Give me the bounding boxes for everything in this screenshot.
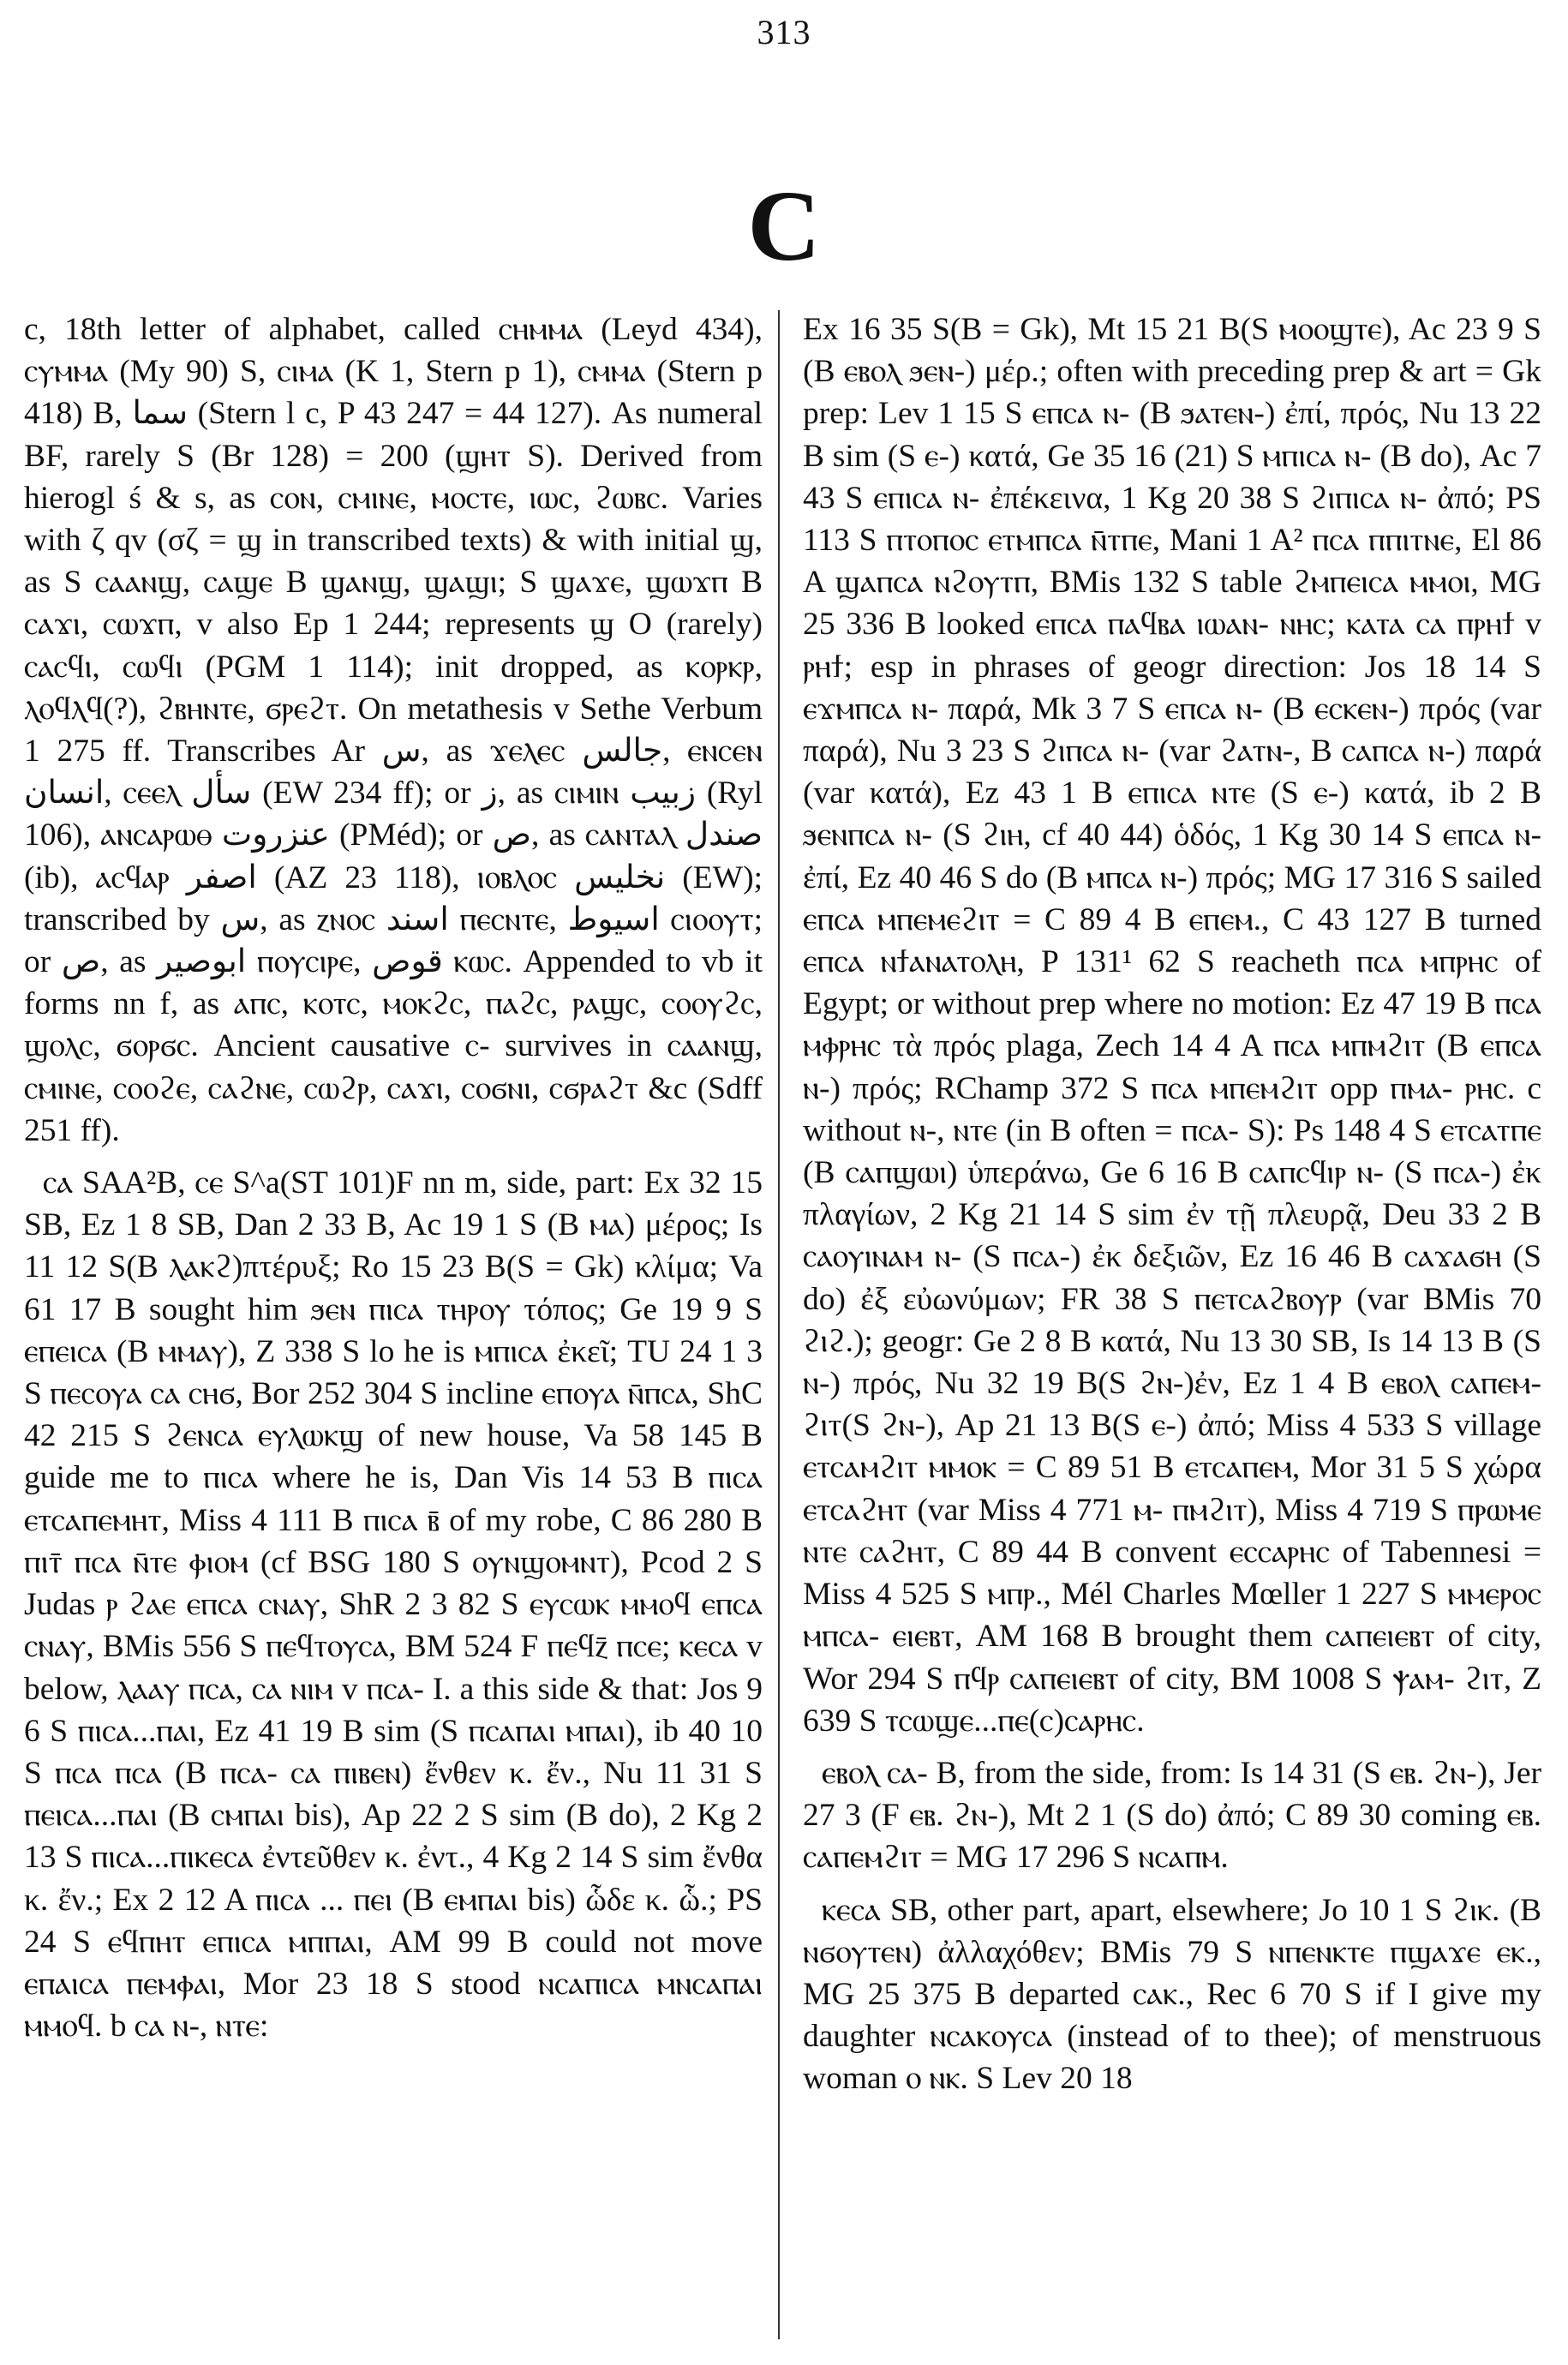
left-column bbox=[24, 308, 763, 2348]
column-divider bbox=[778, 310, 780, 2339]
entry-ca-continued: Ex 16 35 S(B = Gk), Mt 15 21 B(S ⲙⲟⲟϣⲧⲉ), Ac 23 9 S (B ⲉⲃⲟⲗ ϧⲉⲛ-) μέρ.; often with preceding prep & art = Gk prep: Lev 1 15 S ⲉⲡⲥⲁ ⲛ- (B ϧⲁⲧⲉⲛ-) ἐπί, πρός, Nu 13 22 B sim (S ⲉ-) κατά, Ge 35 16 (21) S ⲙⲡⲓⲥⲁ ⲛ- (B do), Ac 7 43 S ⲉⲡⲓⲥⲁ ⲛ- ἐπέκεινα, 1 Kg 20 38 S ϩⲓⲡⲓⲥⲁ ⲛ- ἀπό; PS 113 S ⲡⲧⲟⲡⲟⲥ ⲉⲧⲙⲡⲥⲁ ⲛ̄ⲧⲡⲉ, Mani 1 A² ⲡⲥⲁ ⲡⲡⲓⲧⲛⲉ, El 86 A ϣⲁⲡⲥⲁ ⲛϩⲟⲩⲧⲡ, BMis 132 S table ϩⲙⲡⲉⲓⲥⲁ ⲙⲙⲟⲓ, MG 25 336 B looked ⲉⲡⲥⲁ ⲡⲁϥⲃⲁ ⲓⲱⲁⲛ- ⲛⲏⲥ; ⲕⲁⲧⲁ ⲥⲁ ⲡⲣⲏϯ v ⲣⲏϯ; esp in phrases of geogr direction: Jos 18 14 S ⲉϫⲙⲡⲥⲁ ⲛ- παρά, Mk 3 7 S ⲉⲡⲥⲁ ⲛ- (B ⲉⲥⲕⲉⲛ-) πρός (var παρά), Nu 3 23 S ϩⲓⲡⲥⲁ ⲛ- (var ϩⲁⲧⲛ-, B ⲥⲁⲡⲥⲁ ⲛ-) παρά (var κατά), Ez 43 1 B ⲉⲡⲓⲥⲁ ⲛⲧⲉ (S ⲉ-) κατά, ib 2 B ϧⲉⲛⲡⲥⲁ ⲛ- (S ϩⲓⲏ, cf 40 44) ὁδός, 1 Kg 30 14 S ⲉⲡⲥⲁ ⲛ- ἐπί, Ez 40 46 S do (B ⲙⲡⲥⲁ ⲛ-) πρός; MG 17 316 S sailed ⲉⲡⲥⲁ ⲙⲡⲉⲙⲉϩⲓⲧ = C 89 4 B ⲉⲡⲉⲙ., C 43 127 B turned ⲉⲡⲥⲁ ⲛϯⲁⲛⲁⲧⲟⲗⲏ, P 131¹ 62 S reacheth ⲡⲥⲁ ⲙⲡⲣⲏⲥ of Egypt; or without prep where no motion: Ez 47 19 B ⲡⲥⲁ ⲙⲫⲣⲏⲥ τὰ πρός plaga, Zech 14 4 A ⲡⲥⲁ ⲙⲡⲙϩⲓⲧ (B ⲉⲡⲥⲁ ⲛ-) πρός; RChamp 372 S ⲡⲥⲁ ⲙⲡⲉⲙϩⲓⲧ opp ⲡⲙⲁ- ⲣⲏⲥ. c without ⲛ-, ⲛⲧⲉ (in B often = ⲡⲥⲁ- S): Ps 148 4 S ⲉⲧⲥⲁⲧⲡⲉ (B ⲥⲁⲡϣⲱⲓ) ὑπεράνω, Ge 6 16 B ⲥⲁⲡⲥϥⲓⲣ ⲛ- (S ⲡⲥⲁ-) ἐκ πλαγίων, 2 Kg 21 14 S sim ἐν τῇ πλευρᾷ, Deu 33 2 B ⲥⲁⲟⲩⲓⲛⲁⲙ ⲛ- (S ⲡⲥⲁ-) ἐκ δεξιῶν, Ez 16 46 B ⲥⲁϫⲁϭⲏ (S do) ἐξ εὐωνύμων; FR 38 S ⲡⲉⲧⲥⲁϩⲃⲟⲩⲣ (var BMis 70 ϩⲓϩ.); geogr: Ge 2 8 B κατά, Nu 13 30 SB, Is 14 13 B (S ⲛ-) πρός, Nu 32 19 B(S ϩⲛ-)ἐν, Ez 1 4 B ⲉⲃⲟⲗ ⲥⲁⲡⲉⲙ- ϩⲓⲧ(S ϩⲛ-), Ap 21 13 B(S ⲉ-) ἀπό; Miss 4 533 S village ⲉⲧⲥⲁⲙϩⲓⲧ ⲙⲙⲟⲕ = C 89 51 B ⲉⲧⲥⲁⲡⲉⲙ, Mor 31 5 S χώρα ⲉⲧⲥⲁϩⲏⲧ (var Miss 4 771 ⲙ- ⲡⲙϩⲓⲧ), Miss 4 719 S ⲡⲣⲱⲙⲉ ⲛⲧⲉ ⲥⲁϩⲏⲧ, C 89 44 B convent ⲉⲥⲥⲁⲣⲏⲥ of Tabennesi = Miss 4 525 S ⲙⲡⲣ., Mél Charles Mœller 1 227 S ⲙⲙⲉⲣⲟⲥ ⲙⲡⲥⲁ- ⲉⲓⲉⲃⲧ, AM 168 B brought them ⲥⲁⲡⲉⲓⲉⲃⲧ of city, Wor 294 S ⲡϥⲣ ⲥⲁⲡⲉⲓⲉⲃⲧ of city, BM 1008 S ⲯⲁⲙ- ϩⲓⲧ, Z 639 S ⲧⲥⲱϣⲉ...ⲡⲉ(ⲥ)ⲥⲁⲣⲏⲥ. bbox=[803, 312, 1541, 1739]
section-letter: C bbox=[747, 170, 821, 282]
entry-letter-c: c, 18th letter of alphabet, called ⲥⲏⲙⲙⲁ (Leyd 434), ⲥⲩⲙⲙⲁ (My 90) S, ⲥⲓⲙⲁ (K 1, Stern p 1), ⲥⲙⲙⲁ (Stern p 418) B, ﺳﻤﺎ (Stern l c, P 43 247 = 44 127). As numeral BF, rarely S (Br 128) = 200 (ϣⲏⲧ S). Derived from hierogl ś & s, as ⲥⲟⲛ, ⲥⲙⲓⲛⲉ, ⲙⲟⲥⲧⲉ, ⲓⲱⲥ, ϩⲱⲃⲥ. Varies with ζ qv (σζ = ϣ in transcribed texts) & with initial ϣ, as S ⲥⲁⲁⲛϣ, ⲥⲁϣⲉ B ϣⲁⲛϣ, ϣⲁϣⲓ; S ϣⲁϫⲉ, ϣⲱϫⲡ B ⲥⲁϫⲓ, ⲥⲱϫⲡ, v also Ep 1 244; represents ϣ O (rarely) ⲥⲁⲥϥⲓ, ⲥⲱϥⲓ (PGM 1 114); init dropped, as ⲕⲟⲣⲕⲣ, ⲗⲟϥⲗϥ(?), ϩⲃⲏⲛⲧⲉ, ϭⲣⲉϩⲧ. On metathesis v Sethe Verbum 1 275 ff. Transcribes Ar س, as ϫⲉⲗⲉⲥ جالس, ⲉⲛⲥⲉⲛ انسان, ⲥⲉⲉⲗ سأل (EW 234 ff); or ز, as ⲥⲓⲙⲓⲛ زبيب (Ryl 106), ⲁⲛⲥⲁⲣⲱⲑ عنزروت (PMéd); or ص, as ⲥⲁⲛⲧⲁⲗ صندل (ib), ⲁⲥϥⲁⲣ اصفر (AZ 23 118), ⲓⲟⲃⲗⲟⲥ نخليس (EW); transcribed by س, as ⲍⲛⲟⲥ اسند ⲡⲉⲥⲛⲧⲉ, اسيوط ⲥⲓⲟⲟⲩⲧ; or ص, as ابوصير ⲡⲟⲩⲥⲓⲣⲉ, قوص ⲕⲱⲥ. Appended to vb it forms nn f, as ⲁⲡⲥ, ⲕⲟⲧⲥ, ⲙⲟⲕϩⲥ, ⲡⲁϩⲥ, ⲣⲁϣⲥ, ⲥⲟⲟⲩϩⲥ, ϣⲟⲗⲥ, ϭⲟⲣϭⲥ. Ancient causative ⲥ- survives in ⲥⲁⲁⲛϣ, ⲥⲙⲓⲛⲉ, ⲥⲟⲟϩⲉ, ⲥⲁϩⲛⲉ, ⲥⲱϩⲣ, ⲥⲁϫⲓ, ⲥⲟϭⲛⲓ, ⲥϭⲣⲁϩⲧ &c (Sdff 251 ff). bbox=[24, 312, 763, 1148]
right-column bbox=[803, 308, 1541, 2348]
page-number: 313 bbox=[757, 13, 811, 51]
entry-keca: ⲕⲉⲥⲁ SB, other part, apart, elsewhere; Jo 10 1 S ϩⲓⲕ. (B ⲛϭⲟⲩⲧⲉⲛ) ἀλλαχόθεν; BMis 79 S ⲛⲡⲉⲛⲕⲧⲉ ⲡϣⲁϫⲉ ⲉⲕ., MG 25 375 B departed ⲥⲁⲕ., Rec 6 70 S if I give my daughter ⲛⲥⲁⲕⲟⲩⲥⲁ (instead of to thee); of menstruous woman ⲟ ⲛⲕ. S Lev 20 18 bbox=[803, 1892, 1541, 2097]
entry-ca: ⲥⲁ SAA²B, ⲥⲉ S^a(ST 101)F nn m, side, part: Ex 32 15 SB, Ez 1 8 SB, Dan 2 33 B, Ac 19 1 S (B ⲙⲁ) μέρος; Is 11 12 S(B ⲗⲁⲕϩ)πτέρυξ; Ro 15 23 B(S = Gk) κλίμα; Va 61 17 B sought him ϧⲉⲛ ⲡⲓⲥⲁ ⲧⲏⲣⲟⲩ τόπος; Ge 19 9 S ⲉⲡⲉⲓⲥⲁ (B ⲙⲙⲁⲩ), Z 338 S lo he is ⲙⲡⲓⲥⲁ ἐκεῖ; TU 24 1 3 S ⲡⲉⲥⲟⲩⲁ ⲥⲁ ⲥⲏϭ, Bor 252 304 S incline ⲉⲡⲟⲩⲁ ⲛ̄ⲡⲥⲁ, ShC 42 215 S ϩⲉⲛⲥⲁ ⲉⲩⲗⲱⲕϣ of new house, Va 58 145 B guide me to ⲡⲓⲥⲁ where he is, Dan Vis 14 53 B ⲡⲓⲥⲁ ⲉⲧⲥⲁⲡⲉⲙⲏⲧ, Miss 4 111 B ⲡⲓⲥⲁ ⲃ̄ of my robe, C 86 280 B ⲡⲓⲧ̄ ⲡⲥⲁ ⲛ̄ⲧⲉ ⲫⲓⲟⲙ (cf BSG 180 S ⲟⲩⲛϣⲟⲙⲛⲧ), Pcod 2 S Judas ⲣ ϩⲁⲉ ⲉⲡⲥⲁ ⲥⲛⲁⲩ, ShR 2 3 82 S ⲉⲩⲥⲱⲕ ⲙⲙⲟϥ ⲉⲡⲥⲁ ⲥⲛⲁⲩ, BMis 556 S ⲡⲉϥⲧⲟⲩⲥⲁ, BM 524 F ⲡⲉϥⲍ̄ ⲡⲥⲉ; ⲕⲉⲥⲁ v below, ⲗⲁⲁⲩ ⲡⲥⲁ, ⲥⲁ ⲛⲓⲙ v ⲡⲥⲁ- I. a this side & that: Jos 9 6 S ⲡⲓⲥⲁ...ⲡⲁⲓ, Ez 41 19 B sim (S ⲡⲥⲁⲡⲁⲓ ⲙⲡⲁⲓ), ib 40 10 S ⲡⲥⲁ ⲡⲥⲁ (B ⲡⲥⲁ- ⲥⲁ ⲡⲓⲃⲉⲛ) ἔνθεν κ. ἔν., Nu 11 31 S ⲡⲉⲓⲥⲁ...ⲡⲁⲓ (B ⲥⲙⲡⲁⲓ bis), Ap 22 2 S sim (B do), 2 Kg 2 13 S ⲡⲓⲥⲁ...ⲡⲓⲕⲉⲥⲁ ἐντεῦθεν κ. ἐντ., 4 Kg 2 14 S sim ἔνθα κ. ἔν.; Ex 2 12 A ⲡⲓⲥⲁ ... ⲡⲉⲓ (B ⲉⲙⲡⲁⲓ bis) ὧδε κ. ὧ.; PS 24 S ⲉϥⲡⲏⲧ ⲉⲡⲓⲥⲁ ⲙⲡⲡⲁⲓ, AM 99 B could not move ⲉⲡⲁⲓⲥⲁ ⲡⲉⲙⲫⲁⲓ, Mor 23 18 S stood ⲛⲥⲁⲡⲓⲥⲁ ⲙⲛⲥⲁⲡⲁⲓ ⲙⲙⲟϥ. b ⲥⲁ ⲛ-, ⲛⲧⲉ: bbox=[24, 1165, 763, 2045]
entry-ebol-ca: ⲉⲃⲟⲗ ⲥⲁ- B, from the side, from: Is 14 31 (S ⲉⲃ. ϩⲛ-), Jer 27 3 (F ⲉⲃ. ϩⲛ-), Mt 2 1 (S do) ἀπό; C 89 30 coming ⲉⲃ. ⲥⲁⲡⲉⲙϩⲓⲧ = MG 17 296 S ⲛⲥⲁⲡⲙ. bbox=[803, 1755, 1541, 1876]
